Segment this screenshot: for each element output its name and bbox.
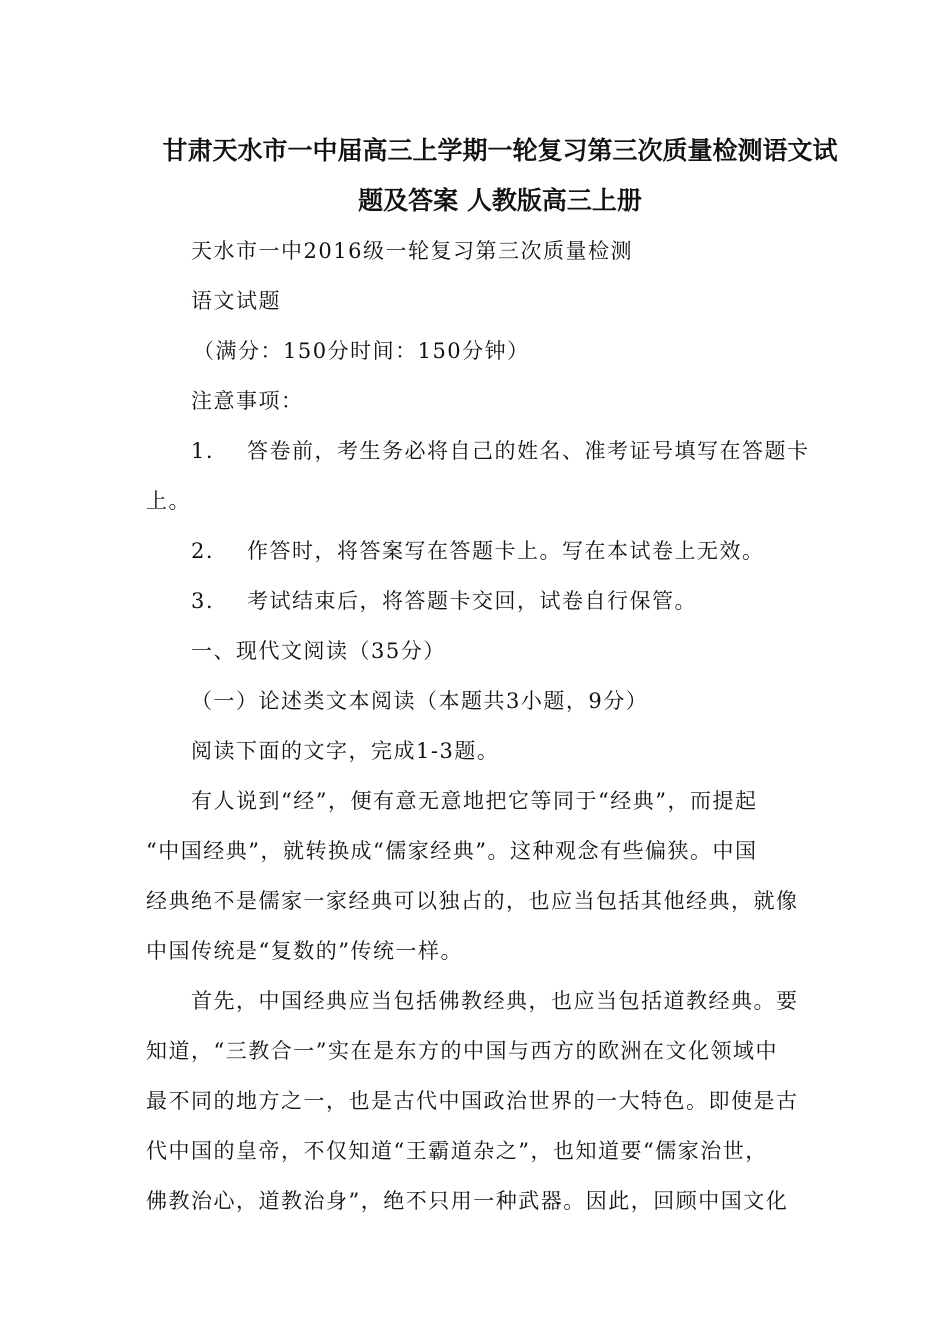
score-time-line: （满分：150分时间：150分钟）	[193, 339, 530, 363]
section-subheading: （一）论述类文本阅读（本题共3小题，9分）	[191, 689, 649, 713]
paragraph-2-line-5: 佛教治心，道教治身”，绝不只用一种武器。因此，回顾中国文化	[146, 1189, 789, 1213]
reading-instruction: 阅读下面的文字，完成1-3题。	[191, 739, 500, 763]
subject-line: 语文试题	[191, 289, 281, 313]
document-title-line-2: 题及答案 人教版高三上册	[358, 186, 642, 215]
school-exam-line: 天水市一中2016级一轮复习第三次质量检测	[191, 239, 633, 263]
notice-number: 3.	[191, 589, 215, 613]
notice-number: 1.	[191, 439, 215, 463]
paragraph-2-line-3: 最不同的地方之一，也是古代中国政治世界的一大特色。即使是古	[146, 1089, 799, 1113]
notice-text: 考试结束后，将答题卡交回，试卷自行保管。	[247, 589, 697, 613]
notice-item-1	[191, 441, 810, 462]
paragraph-1-line-3: 经典绝不是儒家一家经典可以独占的，也应当包括其他经典，就像	[146, 889, 799, 913]
paragraph-1-line-1: 有人说到“经”，便有意无意地把它等同于“经典”，而提起	[191, 789, 758, 813]
paragraph-1-line-2: “中国经典”，就转换成“儒家经典”。这种观念有些偏狭。中国	[146, 839, 758, 863]
notice-text: 答卷前，考生务必将自己的姓名、准考证号填写在答题卡	[247, 439, 810, 463]
paragraph-2-line-2: 知道，“三教合一”实在是东方的中国与西方的欧洲在文化领域中	[146, 1039, 778, 1063]
section-heading: 一、现代文阅读（35分）	[191, 639, 446, 663]
notice-item-2	[191, 541, 765, 562]
notice-item-1-continued: 上。	[146, 489, 191, 513]
paragraph-2-line-4: 代中国的皇帝，不仅知道“王霸道杂之”，也知道要“儒家治世，	[146, 1139, 768, 1163]
notice-text: 作答时，将答案写在答题卡上。写在本试卷上无效。	[247, 539, 765, 563]
paragraph-1-line-4: 中国传统是“复数的”传统一样。	[146, 939, 463, 963]
notice-number: 2.	[191, 539, 215, 563]
notice-item-3	[191, 591, 697, 612]
document-title-line-1: 甘肃天水市一中届高三上学期一轮复习第三次质量检测语文试	[162, 136, 838, 165]
paragraph-2-line-1: 首先，中国经典应当包括佛教经典，也应当包括道教经典。要	[191, 989, 799, 1013]
notice-heading: 注意事项：	[191, 389, 304, 413]
